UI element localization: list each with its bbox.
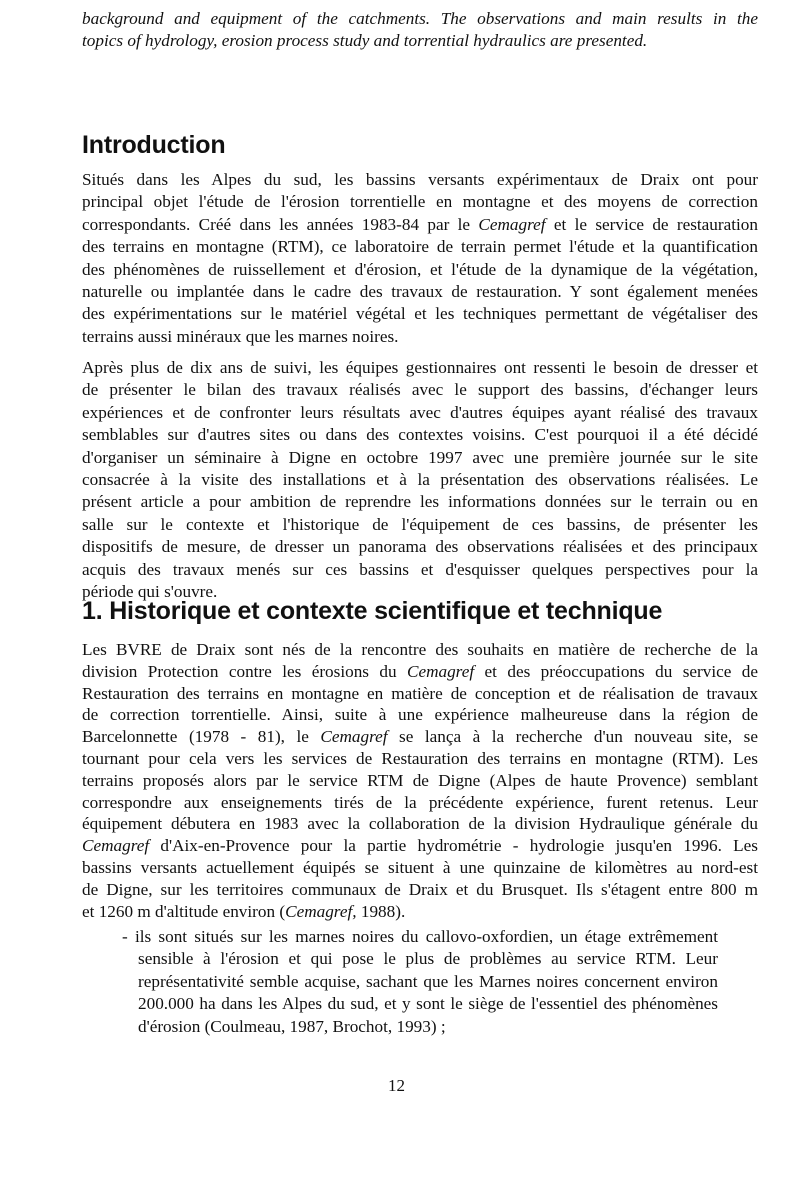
heading-section-1: 1. Historique et contexte scientifique et technique — [82, 597, 663, 625]
text-line — [82, 536, 758, 558]
text-line — [122, 948, 718, 970]
text-segment: représentativité semble acquise, sachant que les Marnes noires concernent environ — [138, 971, 718, 991]
text-line — [122, 1016, 718, 1038]
text-line — [82, 326, 758, 348]
text-segment: et 1260 m d'altitude environ ( — [82, 901, 286, 921]
text-line — [82, 879, 758, 901]
text-line — [82, 514, 758, 536]
text-line — [82, 704, 758, 726]
italic-text: Cemagref — [82, 836, 150, 856]
text-line — [82, 379, 758, 401]
text-segment: principal objet l'étude de l'érosion torrentielle en montagne et des moyens de correction — [82, 192, 758, 212]
bullet-item-marnes — [122, 926, 718, 1038]
text-line — [82, 357, 758, 379]
text-segment: correspondants. Créé dans les années 1983-84 par le — [82, 214, 479, 234]
text-segment: consacrée à la visite des installations et à la présentation des observations réalisées. Le — [82, 469, 758, 489]
text-line — [82, 447, 758, 469]
text-segment: Les BVRE de Draix sont nés de la rencontre des souhaits en matière de recherche de la — [82, 640, 758, 659]
text-segment: sensible à l'érosion et qui pose le plus de problèmes au service RTM. Leur — [138, 949, 718, 969]
text-line — [82, 661, 758, 683]
text-line — [82, 683, 758, 705]
abstract-tail — [82, 8, 758, 53]
text-segment: et le service de restauration — [545, 214, 758, 234]
text-line — [82, 559, 758, 581]
text-segment: expériences et de confronter leurs résultats avec d'autres équipes ayant réalisé des travaux — [82, 402, 758, 422]
text-line — [82, 792, 758, 814]
text-line — [82, 214, 758, 236]
text-segment: terrains proposés alors par le service RTM de Digne (Alpes de haute Provence) semblant — [82, 770, 758, 790]
text-line — [82, 491, 758, 513]
italic-text: topics of hydrology, erosion process study and torrential hydraulics are presented. — [82, 31, 648, 51]
page-number: 12 — [388, 1076, 405, 1095]
text-line — [82, 901, 758, 923]
text-line — [82, 8, 758, 30]
text-segment: division Protection contre les érosions du — [82, 661, 407, 681]
text-segment: salle sur le contexte et l'historique de l'équipement de ces bassins, de présenter les — [82, 514, 758, 534]
text-line — [82, 639, 758, 661]
text-line — [82, 857, 758, 879]
text-line — [82, 30, 758, 52]
text-line — [82, 259, 758, 281]
text-segment: - ils sont situés sur les marnes noires du callovo-oxfordien, un étage extrêmement — [122, 927, 718, 946]
text-line — [82, 402, 758, 424]
text-line — [122, 926, 718, 948]
text-segment: équipement débutera en 1983 avec la collaboration de la division Hydraulique générale du — [82, 814, 758, 834]
paragraph-intro-2 — [82, 357, 758, 603]
text-segment: terrains aussi minéraux que les marnes noires. — [82, 326, 399, 346]
text-segment: Après plus de dix ans de suivi, les équipes gestionnaires ont ressenti le besoin de dresser et — [82, 358, 758, 377]
italic-text: Cemagref — [478, 214, 546, 234]
text-segment: de correction torrentielle. Ainsi, suite à une expérience malheureuse dans la région de — [82, 705, 758, 725]
text-segment: de présenter le bilan des travaux réalisés avec le support des bassins, d'échanger leurs — [82, 380, 758, 400]
paragraph-intro-1 — [82, 169, 758, 348]
text-segment: se lança à la recherche d'un nouveau site, se — [387, 727, 758, 747]
text-segment: Situés dans les Alpes du sud, les bassins versants expérimentaux de Draix ont pour — [82, 170, 758, 189]
text-segment: d'organiser un séminaire à Digne en octobre 1997 avec une première journée sur le site — [82, 447, 758, 467]
text-segment: semblables sur d'autres sites ou dans des contextes voisins. C'est pourquoi il a été décidé — [82, 425, 758, 445]
text-segment: de Digne, sur les territoires communaux de Draix et du Brusquet. Ils s'étagent entre 800 m — [82, 879, 758, 899]
text-line — [82, 424, 758, 446]
heading-introduction: Introduction — [82, 131, 226, 159]
text-line — [82, 813, 758, 835]
text-segment: et des préoccupations du service de — [474, 661, 759, 681]
text-line — [122, 971, 718, 993]
text-line — [122, 993, 718, 1015]
italic-text: Cemagref, — [285, 901, 357, 921]
italic-text: background and equipment of the catchments. The observations and main results in the — [82, 9, 758, 28]
text-segment: des terrains en montagne (RTM), ce laboratoire de terrain permet l'étude et la quantification — [82, 237, 758, 257]
text-segment: des expérimentations sur le matériel végétal et les techniques permettant de végétaliser des — [82, 304, 758, 324]
text-segment: d'Aix-en-Provence pour la partie hydrométrie - hydrologie jusqu'en 1996. Les — [149, 836, 758, 856]
text-segment: naturelle ou implantée dans le cadre des travaux de restauration. Y sont également menées — [82, 281, 758, 301]
text-segment: 200.000 ha dans les Alpes du sud, et y sont le siège de l'essentiel des phénomènes — [138, 994, 718, 1014]
text-segment: acquis des travaux menés sur ces bassins et d'esquisser quelques perspectives pour la — [82, 559, 758, 579]
text-line — [82, 726, 758, 748]
text-segment: des phénomènes de ruissellement et d'érosion, et l'étude de la dynamique de la végétation, — [82, 259, 758, 279]
text-segment: Restauration des terrains en montagne en matière de conception et de réalisation de travaux — [82, 683, 758, 703]
text-segment: 1988). — [356, 901, 406, 921]
text-line — [82, 281, 758, 303]
italic-text: Cemagref — [406, 661, 475, 681]
text-segment: bassins versants actuellement équipés se situent à une quinzaine de kilomètres au nord-est — [82, 857, 758, 877]
text-segment: Barcelonnette (1978 - 81), le — [82, 727, 321, 747]
text-line — [82, 770, 758, 792]
italic-text: Cemagref — [320, 727, 388, 747]
text-segment: présent article a pour ambition de reprendre les informations données sur le terrain ou en — [82, 492, 758, 512]
text-segment: période qui s'ouvre. — [82, 581, 218, 601]
text-segment: tournant pour cela vers les services de Restauration des terrains en montagne (RTM). Les — [82, 748, 758, 768]
paragraph-section-1 — [82, 639, 758, 922]
text-segment: d'érosion (Coulmeau, 1987, Brochot, 1993) ; — [138, 1016, 446, 1036]
text-line — [82, 303, 758, 325]
text-line — [82, 835, 758, 857]
text-line — [82, 191, 758, 213]
text-line — [82, 469, 758, 491]
text-line — [82, 169, 758, 191]
text-line — [82, 236, 758, 258]
text-segment: correspondre aux enseignements tirés de la précédente expérience, furent retenus. Leur — [82, 792, 758, 812]
text-line — [82, 748, 758, 770]
text-segment: dispositifs de mesure, de dresser un panorama des observations réalisées et des principaux — [82, 537, 758, 557]
